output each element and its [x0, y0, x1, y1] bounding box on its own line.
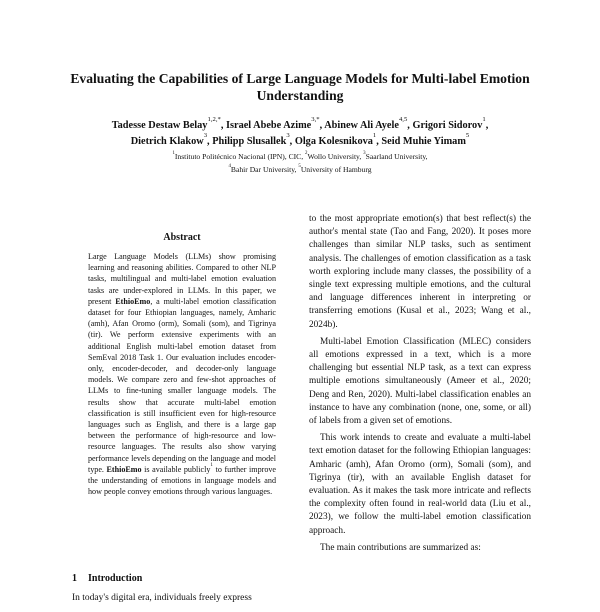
dataset-name: EthioEmo: [106, 464, 142, 474]
author-list: [60, 118, 540, 150]
affiliation-line-1: [60, 150, 540, 163]
affiliation: $^1$Instituto Politécnico Nacional (IPN), CIC,: [172, 150, 306, 161]
author: Grigori Sidorov$^1$,: [412, 116, 489, 131]
footnote-mark: 1: [210, 462, 214, 469]
paragraph: This work intends to create and evaluate a multi-label text emotion dataset for the following Ethiopian languages: Amharic (amh), Afan Oromo (orm), Somali (som), and Tigrinya (tir), with an available English dataset for evaluation. As it makes the task more intricate and reflects the complexity often found in real-world data (Liu et al., 2023), we follow the multi-label emotion classification approach.: [309, 433, 531, 536]
author: Abinew Ali Ayele$^{4,5}$,: [324, 116, 413, 131]
affiliation: $^2$Wollo University,: [305, 150, 364, 161]
author: Philipp Slusallek$^3$,: [212, 132, 295, 147]
author: Tadesse Destaw Belay$^{1,2,*}$,: [111, 116, 226, 131]
abstract-body: Large Language Models (LLMs) show promising learning and reasoning abilities. Compared to other NLP tasks, multilingual and multi-label emotion evaluation tasks are under-explored in LLMs. In this paper, we present EthioEmo, a multi-label emotion classification dataset for four Ethiopian languages, namely, Amharic (amh), Afan Oromo (orm), Somali (som), and Tigrinya (tir). We perform extensive experiments with an additional English multi-label emotion dataset from SemEval 2018 Task 1. Our evaluation includes encoder-only, encoder-decoder, and decoder-only language models. We compare zero and few-shot approaches of LLMs to fine-tuning smaller language models. The results show that accurate multi-label emotion classification is still insufficient even for high-resource languages such as English, and there is a large gap between the performance of high-resource and low-resource languages. The results also show varying performance levels depending on the language and model type. EthioEmo is available publicly$^1$ to further improve the understanding of emotions in language models and how people convey emotions through various languages.: [88, 252, 277, 497]
author: Dietrich Klakow$^3$,: [130, 132, 213, 147]
author: Israel Abebe Azime$^{3,*}$,: [226, 116, 325, 131]
right-column-text: [309, 213, 531, 600]
affiliation: $^3$Saarland University,: [363, 150, 428, 161]
affiliation-line-2: [60, 163, 540, 176]
paper-title: Evaluating the Capabilities of Large Language Models for Multi-label Emotion Understanding: [70, 71, 530, 103]
introduction-first-line: In today's digital era, individuals freely express: [72, 593, 252, 603]
affiliation: $^4$Bahir Dar University,: [228, 163, 299, 174]
paragraph: to the most appropriate emotion(s) that best reflect(s) the author's mental state (Tao and Fang, 2020). It poses more challenges than similar NLP tasks, such as sentiment analysis. The challenges of emotion classification as a task worth exploring include many classes, the possibility of a single text expressing multiple emotions, and the cultural and language differences inherent in interpreting or transferring emotions (Kusal et al., 2023; Wang et al., 2024b).: [309, 214, 531, 330]
author: Seid Muhie Yimam$^5$: [381, 132, 470, 147]
affiliations: [60, 150, 540, 176]
author: Olga Kolesnikova$^1$,: [294, 132, 382, 147]
affiliation: $^5$University of Hamburg: [298, 163, 372, 174]
abstract-heading: Abstract: [163, 232, 201, 243]
section-heading-introduction: 1 Introduction: [72, 573, 143, 584]
paragraph: Multi-label Emotion Classification (MLEC) considers all emotions expressed in a text, which is a more challenging but essential NLP task, as a text can express multiple emotions simultaneously (Ameer et al., 2020; Deng and Ren, 2020). Multi-label classification enables an instance to have any combination (none, one, some, or all) of labels from a given set of emotions.: [309, 336, 531, 427]
author-line-2: [60, 134, 540, 150]
paragraph: The main contributions are summarized as:: [320, 542, 481, 553]
dataset-name: EthioEmo: [115, 296, 151, 306]
